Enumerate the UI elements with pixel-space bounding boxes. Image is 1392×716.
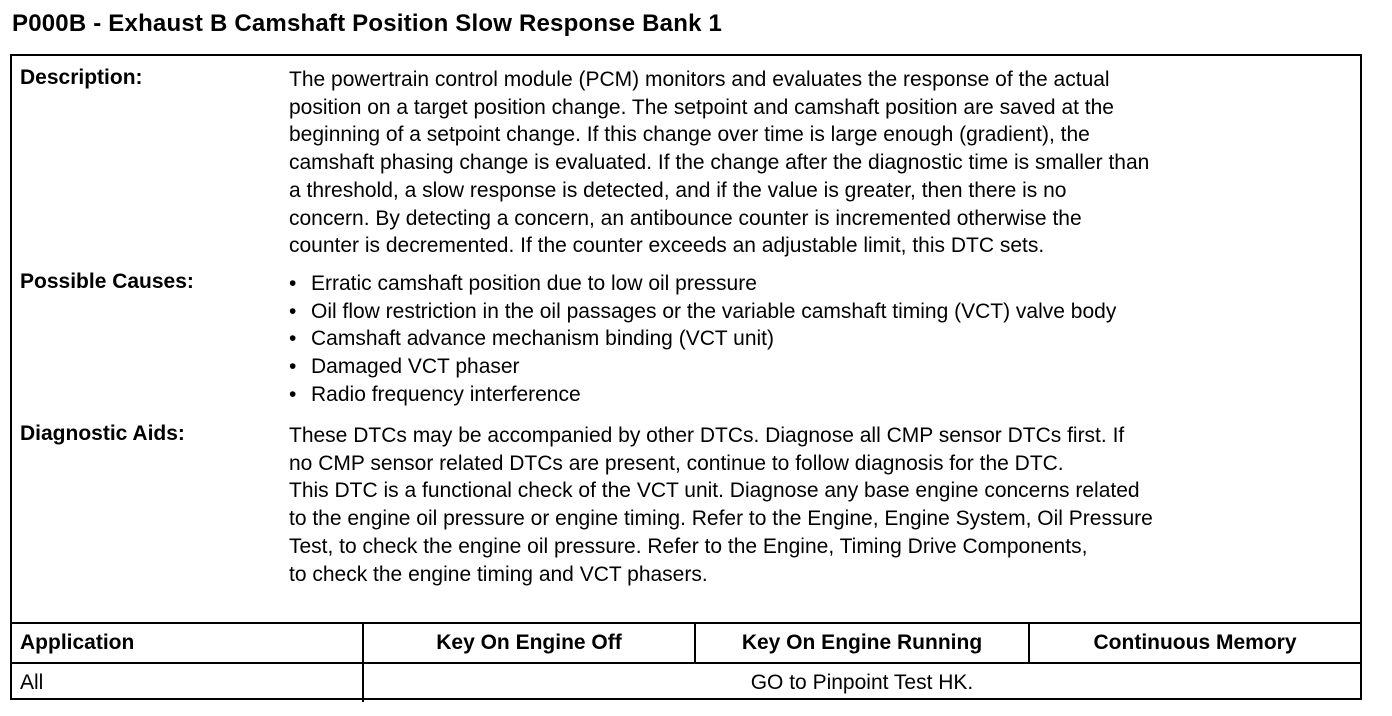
dtc-info-frame xyxy=(10,54,1362,700)
header-key-on-engine-off: Key On Engine Off xyxy=(364,624,696,662)
description-line: a threshold, a slow response is detected, and if the value is greater, then there is no xyxy=(289,178,1067,202)
bullet-icon: • xyxy=(289,355,297,379)
diagnostic-aids-line: to the engine oil pressure or engine timing. Refer to the Engine, Engine System, Oil Pressure xyxy=(289,507,1153,531)
description-line: concern. By detecting a concern, an antibounce counter is incremented otherwise the xyxy=(289,206,1082,230)
list-item: • Damaged VCT phaser xyxy=(289,353,1359,381)
header-application: Application xyxy=(12,624,364,662)
application-value: All xyxy=(12,664,364,702)
description-line: counter is decremented. If the counter exceeds an adjustable limit, this DTC sets. xyxy=(289,234,1045,258)
list-item: • Erratic camshaft position due to low oil pressure xyxy=(289,270,1359,298)
list-item: • Radio frequency interference xyxy=(289,381,1359,409)
list-item: • Camshaft advance mechanism binding (VCT unit) xyxy=(289,325,1359,353)
list-item: • Oil flow restriction in the oil passages or the variable camshaft timing (VCT) valve body xyxy=(289,298,1359,326)
bullet-icon: • xyxy=(289,299,297,323)
bullet-icon: • xyxy=(289,327,297,351)
description-line: camshaft phasing change is evaluated. If the change after the diagnostic time is smaller than xyxy=(289,151,1150,175)
diagnostic-aids-line: Test, to check the engine oil pressure. Refer to the Engine, Timing Drive Components, xyxy=(289,534,1088,558)
description-label: Description: xyxy=(20,66,143,89)
page-title: P000B - Exhaust B Camshaft Position Slow Response Bank 1 xyxy=(12,10,723,37)
application-table xyxy=(12,622,1360,694)
description-line: The powertrain control module (PCM) monitors and evaluates the response of the actual xyxy=(289,68,1110,91)
table-row xyxy=(12,662,1360,702)
diagnostic-aids-label: Diagnostic Aids: xyxy=(20,422,185,445)
description-line: beginning of a setpoint change. If this change over time is large enough (gradient), the xyxy=(289,123,1090,147)
diagnostic-aids-text xyxy=(289,422,1359,588)
diagnostic-aids-line: to check the engine timing and VCT phasers. xyxy=(289,562,708,586)
diagnostic-aids-line: This DTC is a functional check of the VCT unit. Diagnose any base engine concerns related xyxy=(289,479,1140,503)
description-text xyxy=(289,66,1359,260)
description-line: position on a target position change. The setpoint and camshaft position are saved at the xyxy=(289,95,1114,119)
table-header-row xyxy=(12,624,1360,662)
bullet-icon: • xyxy=(289,382,297,406)
diagnostic-aids-line: no CMP sensor related DTCs are present, continue to follow diagnosis for the DTC. xyxy=(289,451,1064,475)
possible-causes-label: Possible Causes: xyxy=(20,270,194,293)
header-key-on-engine-running: Key On Engine Running xyxy=(696,624,1030,662)
header-continuous-memory: Continuous Memory xyxy=(1093,631,1297,654)
bullet-icon: • xyxy=(289,272,297,295)
pinpoint-test-action: GO to Pinpoint Test HK. xyxy=(750,671,974,694)
diagnostic-aids-line: These DTCs may be accompanied by other DTCs. Diagnose all CMP sensor DTCs first. If xyxy=(289,424,1125,447)
possible-causes-list xyxy=(289,270,1359,409)
